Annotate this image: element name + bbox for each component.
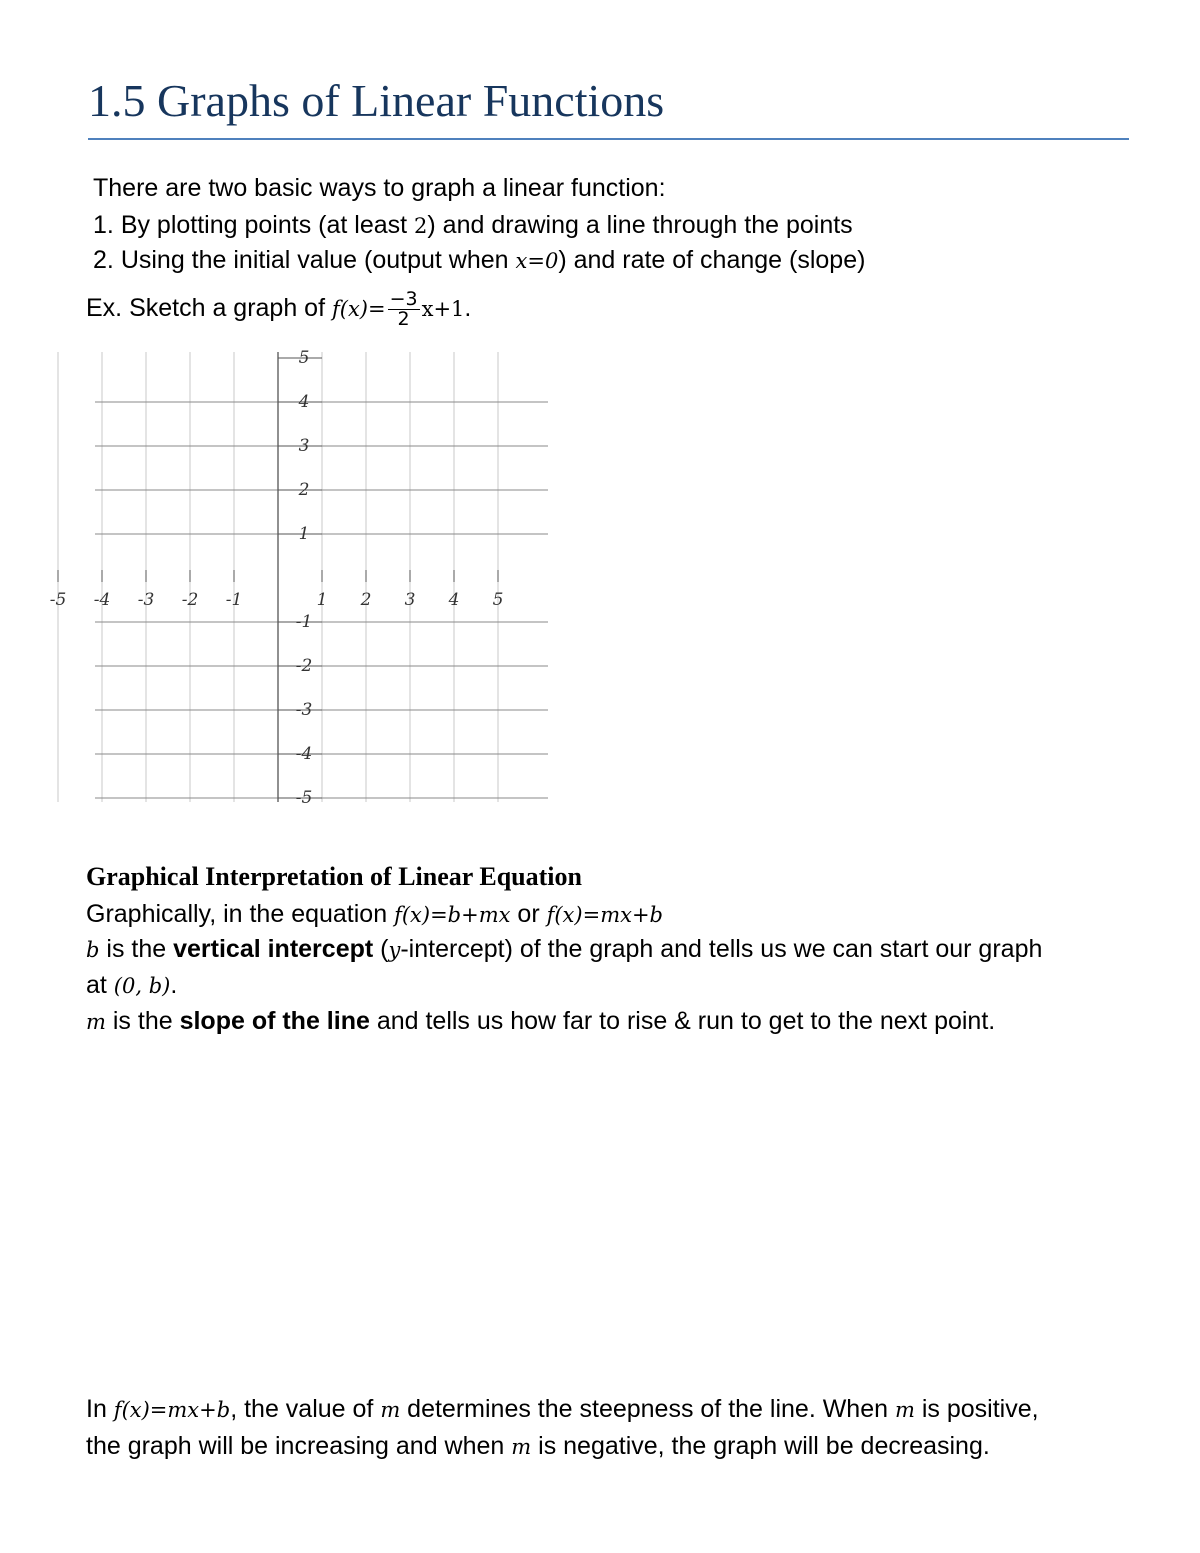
closing-line-2 bbox=[86, 1432, 990, 1461]
section-line-4-b: and tells us how far to rise & run to get to the next point. bbox=[369, 1007, 996, 1035]
method-1-count: 2 bbox=[414, 214, 428, 238]
y-tick-label: -5 bbox=[295, 788, 313, 808]
variable-m: m bbox=[86, 1010, 106, 1034]
slope-term: slope of the line bbox=[179, 1007, 370, 1035]
x-tick-label: 2 bbox=[360, 590, 372, 610]
example-fraction bbox=[388, 290, 420, 329]
closing-2-b: is negative, the graph will be decreasing. bbox=[531, 1432, 990, 1460]
example-prompt bbox=[86, 290, 471, 329]
y-tick-label: 1 bbox=[298, 524, 310, 544]
example-prefix: Ex. Sketch a graph of bbox=[86, 294, 332, 323]
example-function: f(x)= bbox=[331, 297, 386, 322]
x-tick-label: -5 bbox=[49, 590, 67, 610]
x-tick-label: 3 bbox=[404, 590, 416, 610]
example-period: . bbox=[464, 294, 472, 323]
intro-text: There are two basic ways to graph a linear function: bbox=[93, 174, 666, 202]
section-line-3-a: at bbox=[86, 971, 114, 999]
page-title: 1.5 Graphs of Linear Functions bbox=[88, 75, 665, 126]
section-line-2 bbox=[86, 935, 1042, 964]
x-tick-label: -4 bbox=[93, 590, 111, 610]
title-underline bbox=[88, 138, 1129, 140]
x-tick-label: 1 bbox=[316, 590, 328, 610]
y-tick-label: 2 bbox=[298, 480, 310, 500]
closing-variable-m: m bbox=[380, 1398, 401, 1422]
section-line-4-a: is the bbox=[105, 1007, 180, 1035]
closing-variable-m-2: m bbox=[894, 1398, 915, 1422]
method-1 bbox=[93, 211, 853, 240]
fraction-denominator: 2 bbox=[397, 308, 410, 330]
section-line-3 bbox=[86, 971, 177, 1000]
fraction-numerator: −3 bbox=[389, 288, 418, 310]
section-line-2-d: -intercept) of the graph and tells us we can start our graph bbox=[400, 935, 1043, 963]
section-line-2-c: ( bbox=[373, 935, 389, 963]
y-tick-label: 4 bbox=[298, 392, 310, 412]
closing-1-c: determines the steepness of the line. When bbox=[400, 1395, 895, 1423]
equation-b-plus-mx: f(x)=b+mx bbox=[394, 903, 511, 927]
section-line-4 bbox=[86, 1007, 995, 1036]
method-2-equation: x=0 bbox=[515, 249, 559, 273]
section-line-1-text: Graphically, in the equation bbox=[86, 900, 395, 928]
method-1-text-a: By plotting points (at least bbox=[120, 211, 415, 239]
x-tick-label: -3 bbox=[137, 590, 155, 610]
closing-variable-m-3: m bbox=[511, 1435, 532, 1459]
intercept-point: (0, b) bbox=[113, 974, 171, 998]
y-tick-label: -3 bbox=[295, 700, 313, 720]
closing-1-b: , the value of bbox=[230, 1395, 381, 1423]
method-2-text-a: Using the initial value (output when bbox=[120, 246, 516, 274]
method-1-text-b: ) and drawing a line through the points bbox=[427, 211, 853, 239]
y-tick-label: -1 bbox=[295, 612, 313, 632]
x-tick-label: 4 bbox=[448, 590, 460, 610]
x-tick-label: -1 bbox=[225, 590, 243, 610]
method-2 bbox=[93, 246, 865, 275]
section-line-1 bbox=[86, 900, 663, 929]
x-tick-label: 5 bbox=[492, 590, 504, 610]
closing-1-d: is positive, bbox=[914, 1395, 1039, 1423]
closing-equation: f(x)=mx+b bbox=[113, 1398, 231, 1422]
y-tick-label: -4 bbox=[295, 744, 313, 764]
variable-y: y bbox=[388, 938, 401, 962]
y-tick-label: 5 bbox=[298, 348, 310, 368]
section-heading: Graphical Interpretation of Linear Equation bbox=[86, 862, 582, 891]
variable-b: b bbox=[86, 938, 100, 962]
closing-1-a: In bbox=[86, 1395, 114, 1423]
method-2-text-b: ) and rate of change (slope) bbox=[558, 246, 866, 274]
example-tail: x+1 bbox=[421, 297, 465, 322]
closing-2-a: the graph will be increasing and when bbox=[86, 1432, 512, 1460]
x-tick-label: -2 bbox=[181, 590, 199, 610]
section-or: or bbox=[510, 900, 547, 928]
method-2-number: 2. bbox=[93, 246, 114, 274]
section-line-2-a: is the bbox=[99, 935, 174, 963]
method-1-number: 1. bbox=[93, 211, 114, 239]
y-tick-label: 3 bbox=[298, 436, 310, 456]
equation-mx-plus-b: f(x)=mx+b bbox=[546, 903, 663, 927]
vertical-intercept-term: vertical intercept bbox=[173, 935, 374, 963]
closing-line-1 bbox=[86, 1395, 1039, 1424]
section-line-3-b: . bbox=[170, 971, 178, 999]
coordinate-grid bbox=[49, 345, 555, 810]
y-tick-label: -2 bbox=[295, 656, 313, 676]
